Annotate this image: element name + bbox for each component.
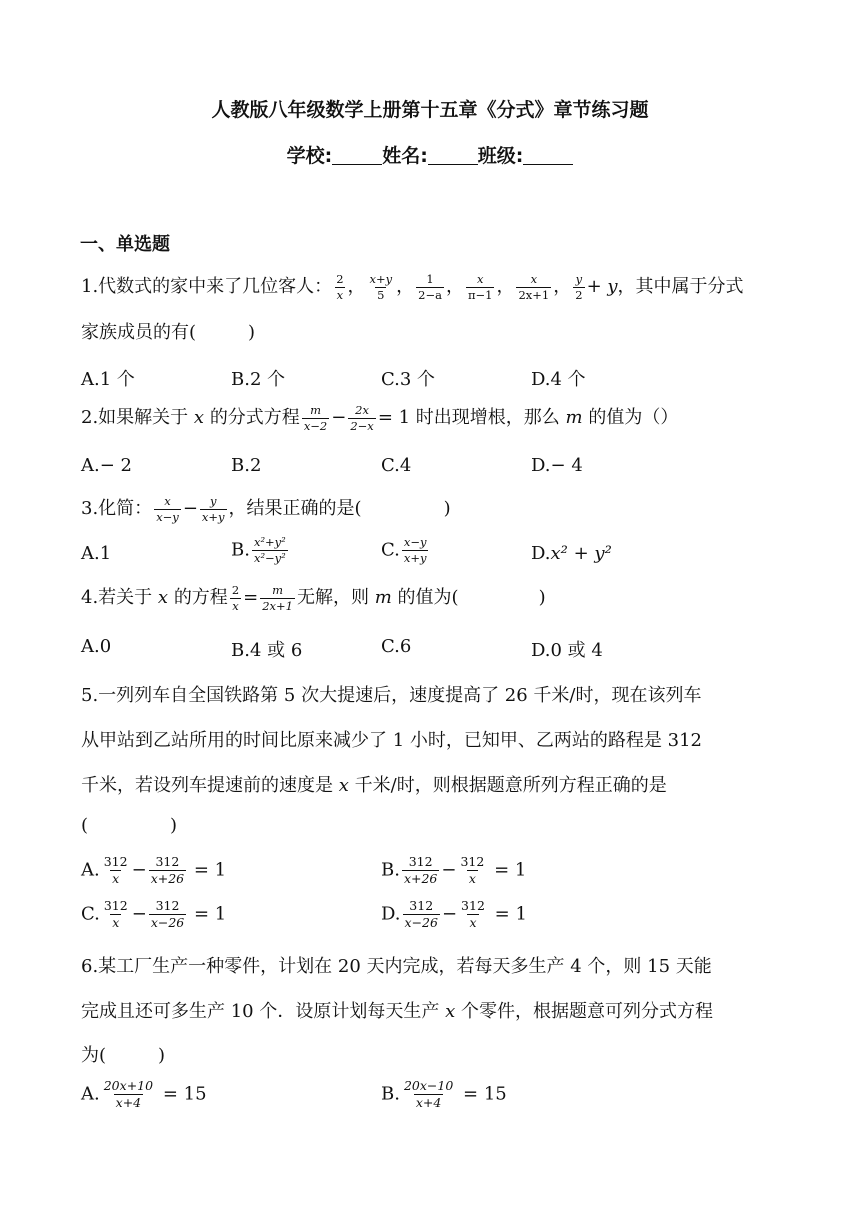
q4-frac-2: $\frac{m}{2x+1}$ xyxy=(262,582,293,613)
q1-option-d: D.4 个 xyxy=(531,369,586,390)
q4-frac-1: $\frac{2}{x}$ xyxy=(231,582,240,613)
class-blank xyxy=(523,146,573,165)
q3-option-b-frac: $\frac{\text{x²+y²}}{\text{x²−y²}}$ xyxy=(253,535,286,565)
q4-suffix: 无解，则 xyxy=(297,587,369,608)
q3-option-b: B. $\frac{\text{x²+y²}}{\text{x²−y²}}$ xyxy=(231,535,286,565)
q4-prefix: 4.若关于 xyxy=(81,587,153,608)
q2-option-c: C.4 xyxy=(381,455,412,476)
question-5-line-2: 从甲站到乙站所用的时间比原来减少了 1 小时，已知甲、乙两站的路程是 312 xyxy=(81,730,702,751)
q4-option-c: C.6 xyxy=(381,636,412,657)
q3-frac-2: $\frac{y}{x+y}$ xyxy=(201,493,225,524)
q3-suffix: ，结果正确的是( xyxy=(228,498,362,519)
q2-frac-2: $\frac{2x}{2-x}$ xyxy=(350,402,374,433)
q2-end: 的值为（） xyxy=(588,407,679,428)
q3-minus: − xyxy=(182,498,198,519)
question-5-line-4: ( ) xyxy=(81,815,178,836)
q1-frac-2: $\frac{x+y}{5}$ xyxy=(369,271,393,302)
student-info-line xyxy=(0,141,860,168)
q1-line-2-close: ) xyxy=(248,322,256,343)
q3-close: ) xyxy=(443,498,451,519)
q4-option-b: B.4 或 6 xyxy=(231,640,303,661)
question-1-line-1: 1.代数式的家中来了几位客人： $\frac{2}{x}$ ， $\frac{x+y}{5}$ ， $\frac{1}{2-a}$ ， $\frac{x}{\pi-1}$ ， $\frac{x}{2x+1}$ ， $\frac{y}{2}$ + y，其中属于分式 xyxy=(81,271,744,302)
q1-line-2-text: 家族成员的有( xyxy=(81,322,197,343)
q1-prefix: 1.代数式的家中来了几位客人： xyxy=(81,276,333,297)
q6-option-a: A. $\frac{20x+10}{x+4}$ = 15 xyxy=(81,1078,207,1110)
section-heading: 一、单选题 xyxy=(80,234,170,255)
q4-end: 的值为( xyxy=(397,587,459,608)
q3-prefix: 3.化简： xyxy=(81,498,153,519)
q5-option-a: A. $\frac{312}{x}$ − $\frac{312}{x+26}$ = 1 xyxy=(81,854,227,886)
q3-option-c: C. $\frac{x-y}{x+y}$ xyxy=(381,535,427,565)
question-6-line-2: 完成且还可多生产 10 个．设原计划每天生产 x 个零件，根据题意可列分式方程 xyxy=(81,1001,713,1022)
q1-suffix: ，其中属于分式 xyxy=(617,276,744,297)
question-3 xyxy=(81,494,451,524)
q1-frac-6: $\frac{y}{2}$ xyxy=(575,271,583,302)
page-title: 人教版八年级数学上册第十五章《分式》章节练习题 xyxy=(211,99,649,121)
question-5-line-3: 千米，若设列车提速前的速度是 x 千米/时，则根据题意所列方程正确的是 xyxy=(81,775,667,796)
q1-option-c: C.3 个 xyxy=(381,369,436,390)
q4-option-a: A.0 xyxy=(81,636,112,657)
q4-close: ) xyxy=(538,587,546,608)
q2-option-a: A.− 2 xyxy=(81,455,132,476)
q1-option-a: A.1 个 xyxy=(81,369,135,390)
q5-option-d: D. $\frac{312}{x-26}$ − $\frac{312}{x}$ = 1 xyxy=(381,898,527,930)
q5-option-b: B. $\frac{312}{x+26}$ − $\frac{312}{x}$ = 1 xyxy=(381,854,527,886)
q4-var-m: m xyxy=(374,587,392,608)
q2-var-x: x xyxy=(193,407,205,428)
question-5-line-1: 5.一列列车自全国铁路第 5 次大提速后，速度提高了 26 千米/时，现在该列车 xyxy=(81,685,702,706)
q2-minus: − xyxy=(331,407,347,428)
question-6-line-1: 6.某工厂生产一种零件，计划在 20 天内完成，若每天多生产 4 个，则 15 天能 xyxy=(81,956,712,977)
q1-frac-1: $\frac{2}{x}$ xyxy=(336,271,344,302)
question-6-line-3: 为( ) xyxy=(81,1045,166,1066)
name-label: 姓名: xyxy=(382,145,428,167)
q2-option-d: D.− 4 xyxy=(531,455,583,476)
q1-option-b: B.2 个 xyxy=(231,369,286,390)
school-blank xyxy=(332,146,382,165)
q1-frac-5: $\frac{x}{2x+1}$ xyxy=(518,271,550,302)
q3-option-c-frac: $\frac{x-y}{x+y}$ xyxy=(403,535,427,565)
name-blank xyxy=(428,146,478,165)
q2-var-m: m xyxy=(565,407,583,428)
q1-frac-3: $\frac{1}{2-a}$ xyxy=(418,271,442,302)
q2-mid-1: 的分式方程 xyxy=(209,407,300,428)
q3-option-a: A.1 xyxy=(81,543,112,564)
question-4 xyxy=(81,583,546,613)
question-2 xyxy=(81,403,678,433)
q2-prefix: 2.如果解关于 xyxy=(81,407,189,428)
school-label: 学校: xyxy=(286,145,333,167)
q2-option-b: B.2 xyxy=(231,455,262,476)
q4-option-d: D.0 或 4 xyxy=(531,640,603,661)
q1-tail: + y xyxy=(586,276,618,297)
q4-eq: = xyxy=(243,587,259,608)
q2-mid-2: = 1 时出现增根，那么 xyxy=(377,407,560,428)
q6-option-b: B. $\frac{20x-10}{x+4}$ = 15 xyxy=(381,1078,507,1110)
q3-option-d: D.x² + y² xyxy=(531,543,612,564)
class-label: 班级: xyxy=(477,145,524,167)
question-1-line-2 xyxy=(81,318,255,344)
q5-option-c: C. $\frac{312}{x}$ − $\frac{312}{x-26}$ = 1 xyxy=(81,898,227,930)
q3-frac-1: $\frac{x}{x-y}$ xyxy=(156,493,179,524)
q2-frac-1: $\frac{m}{x-2}$ xyxy=(303,402,328,433)
q1-frac-4: $\frac{x}{\pi-1}$ xyxy=(467,271,493,302)
q4-var-x: x xyxy=(157,587,169,608)
q4-mid: 的方程 xyxy=(173,587,228,608)
